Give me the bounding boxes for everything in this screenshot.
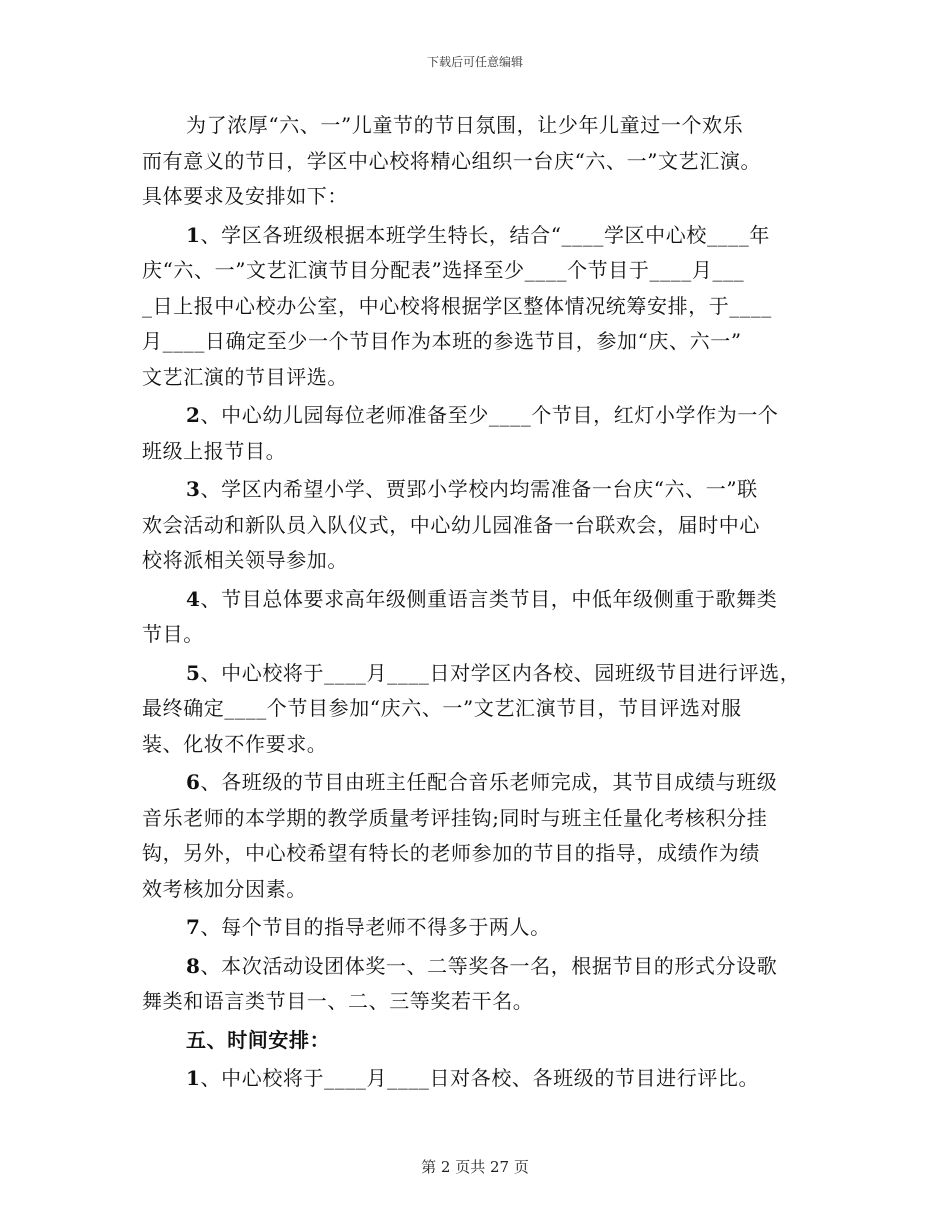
item-line: 、中心校将于____月____日对学区内各校、园班级节目进行评选， xyxy=(200,660,801,685)
item-number: 7 xyxy=(186,915,201,939)
item-line: 、中心校将于____月____日对各校、各班级的节目进行评比。 xyxy=(200,1066,760,1090)
schedule-item-1 xyxy=(142,1061,812,1097)
document-body xyxy=(142,108,812,1100)
item-line: 、各班级的节目由班主任配合音乐老师完成，其节目成绩与班级 xyxy=(200,770,778,794)
intro-line: 而有意义的节日，学区中心校将精心组织一台庆“六、一”文艺汇演。 xyxy=(142,148,762,173)
item-3 xyxy=(142,472,812,579)
item-1 xyxy=(142,218,812,396)
item-line: 欢会活动和新队员入队仪式，中心幼儿园准备一台联欢会，届时中心 xyxy=(142,512,760,537)
item-line: 音乐老师的本学期的教学质量考评挂钩;同时与班主任量化考核积分挂 xyxy=(142,805,768,830)
page-header: 下载后可任意编辑 xyxy=(426,55,523,69)
item-7 xyxy=(142,910,812,946)
item-line: 文艺汇演的节目评选。 xyxy=(142,364,348,389)
item-line: 校将派相关领导参加。 xyxy=(142,548,348,572)
intro-line: 为了浓厚“六、一”儿童节的节日氛围，让少年儿童过一个欢乐 xyxy=(186,113,744,137)
item-line: 月____日确定至少一个节目作为本班的参选节目，参加“庆、六一” xyxy=(142,329,742,353)
item-line: _日上报中心校办公室，中心校将根据学区整体情况统筹安排，于____ xyxy=(142,293,772,318)
item-number: 4 xyxy=(186,586,201,611)
item-line: 节目。 xyxy=(142,622,204,646)
item-number: 2 xyxy=(186,403,201,427)
item-line: 班级上报节目。 xyxy=(142,438,287,463)
item-8 xyxy=(142,949,812,1020)
intro-line: 具体要求及安排如下： xyxy=(142,184,348,208)
item-number: 6 xyxy=(186,770,201,794)
item-5 xyxy=(142,656,812,763)
section-title: 五、时间安排： xyxy=(186,1027,331,1052)
intro-paragraph xyxy=(142,108,812,215)
item-line: 庆“六、一”文艺汇演节目分配表”选择至少____个节目于____月___ xyxy=(142,258,745,282)
item-line: 装、化妆不作要求。 xyxy=(142,731,328,756)
item-number: 1 xyxy=(186,222,201,247)
item-number: 3 xyxy=(186,477,201,501)
item-number: 8 xyxy=(186,953,201,978)
section-heading xyxy=(142,1023,812,1059)
item-line: 舞类和语言类节目一、二、三等奖若干名。 xyxy=(142,989,534,1013)
item-2 xyxy=(142,398,812,469)
item-line: 、学区各班级根据本班学生特长，结合“____学区中心校____年 xyxy=(200,222,770,247)
item-line: 钩，另外，中心校希望有特长的老师参加的节目的指导，成绩作为绩 xyxy=(142,841,760,865)
item-line: 、节目总体要求高年级侧重语言类节目，中低年级侧重于歌舞类 xyxy=(200,586,778,611)
item-line: 最终确定____个节目参加“庆六、一”文艺汇演节目，节目评选对服 xyxy=(142,696,742,720)
item-number: 5 xyxy=(186,660,201,685)
page-footer: 第 2 页共 27 页 xyxy=(421,1158,529,1176)
item-6 xyxy=(142,765,812,907)
item-line: 、中心幼儿园每位老师准备至少____个节目，红灯小学作为一个 xyxy=(200,403,779,427)
item-line: 效考核加分因素。 xyxy=(142,876,307,901)
item-line: 、本次活动设团体奖一、二等奖各一名，根据节目的形式分设歌 xyxy=(200,953,778,978)
item-number: 1 xyxy=(186,1066,201,1090)
item-4 xyxy=(142,582,812,653)
item-line: 、学区内希望小学、贾郢小学校内均需准备一台庆“六、一”联 xyxy=(200,477,758,501)
item-line: 、每个节目的指导老师不得多于两人。 xyxy=(200,915,551,939)
